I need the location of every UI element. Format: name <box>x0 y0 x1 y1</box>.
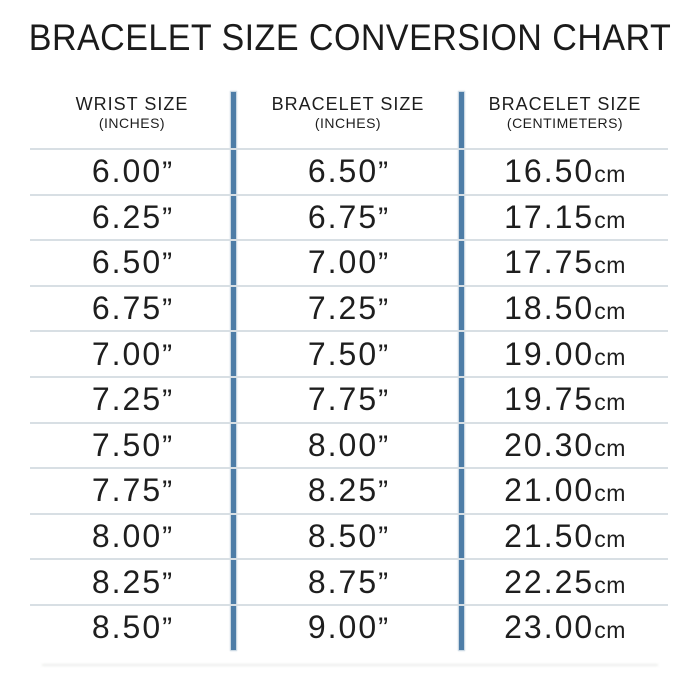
bracelet-size-inches-value: 8.50 <box>307 518 379 555</box>
cm-unit: cm <box>594 434 626 461</box>
bracelet-size-cm-cell <box>462 472 668 509</box>
table-row <box>30 194 668 240</box>
bracelet-size-cm-cell <box>462 381 668 418</box>
bracelet-size-inches-cell <box>234 564 462 601</box>
wrist-size-inches-cell <box>30 564 234 601</box>
wrist-size-inches-cell <box>30 199 234 236</box>
inch-mark: ” <box>162 201 173 235</box>
inch-mark: ” <box>162 384 173 418</box>
header-wrist-size-inches <box>30 90 234 131</box>
table-header-row <box>30 90 668 148</box>
bracelet-size-cm-value: 21.50 <box>504 518 595 555</box>
bracelet-size-cm-cell <box>462 336 668 373</box>
bracelet-size-cm-cell <box>462 609 668 646</box>
wrist-size-value: 6.50 <box>91 244 163 281</box>
inch-mark: ” <box>162 612 173 646</box>
header-sublabel: (INCHES) <box>98 115 166 131</box>
inch-mark: ” <box>378 247 389 281</box>
bracelet-size-inches-cell <box>234 381 462 418</box>
inch-mark: ” <box>378 612 389 646</box>
table-row <box>30 330 668 376</box>
wrist-size-inches-cell <box>30 244 234 281</box>
header-sublabel: (INCHES) <box>314 115 382 131</box>
wrist-size-inches-cell <box>30 336 234 373</box>
header-label: BRACELET SIZE <box>488 94 642 114</box>
bracelet-size-cm-cell <box>462 290 668 327</box>
table-row <box>30 376 668 422</box>
bracelet-size-cm-cell <box>462 518 668 555</box>
cm-unit: cm <box>594 526 626 553</box>
wrist-size-value: 7.00 <box>91 335 163 372</box>
wrist-size-value: 6.25 <box>91 198 163 235</box>
cm-unit: cm <box>594 480 626 507</box>
bracelet-size-inches-cell <box>234 427 462 464</box>
bracelet-size-cm-value: 23.00 <box>504 609 595 646</box>
wrist-size-value: 8.25 <box>91 563 163 600</box>
header-sublabel: (CENTIMETERS) <box>506 115 624 131</box>
wrist-size-value: 8.50 <box>91 609 163 646</box>
cm-unit: cm <box>594 161 626 188</box>
bracelet-size-inches-value: 7.00 <box>307 244 379 281</box>
bracelet-size-inches-cell <box>234 199 462 236</box>
bracelet-size-inches-value: 7.25 <box>307 290 379 327</box>
bracelet-size-inches-value: 7.50 <box>307 335 379 372</box>
bracelet-size-inches-cell <box>234 472 462 509</box>
wrist-size-inches-cell <box>30 427 234 464</box>
inch-mark: ” <box>378 566 389 600</box>
bracelet-size-cm-cell <box>462 153 668 190</box>
inch-mark: ” <box>378 156 389 190</box>
cm-unit: cm <box>594 206 626 233</box>
bracelet-size-cm-value: 22.25 <box>504 563 595 600</box>
wrist-size-value: 7.25 <box>91 381 163 418</box>
bottom-edge-line <box>42 664 658 666</box>
inch-mark: ” <box>162 475 173 509</box>
inch-mark: ” <box>378 429 389 463</box>
bracelet-size-cm-value: 19.00 <box>504 335 595 372</box>
bracelet-size-inches-value: 6.50 <box>307 153 379 190</box>
wrist-size-inches-cell <box>30 290 234 327</box>
bracelet-size-inches-cell <box>234 609 462 646</box>
bracelet-size-cm-value: 17.15 <box>504 198 595 235</box>
bracelet-size-cm-value: 21.00 <box>504 472 595 509</box>
wrist-size-value: 7.50 <box>91 426 163 463</box>
inch-mark: ” <box>378 521 389 555</box>
bracelet-size-inches-cell <box>234 336 462 373</box>
table-row <box>30 558 668 604</box>
wrist-size-inches-cell <box>30 153 234 190</box>
inch-mark: ” <box>378 293 389 327</box>
wrist-size-inches-cell <box>30 381 234 418</box>
bracelet-size-inches-value: 8.25 <box>307 472 379 509</box>
bracelet-size-inches-cell <box>234 153 462 190</box>
bracelet-size-inches-value: 8.00 <box>307 426 379 463</box>
bracelet-size-cm-value: 19.75 <box>504 381 595 418</box>
bracelet-size-inches-cell <box>234 518 462 555</box>
cm-unit: cm <box>594 389 626 416</box>
inch-mark: ” <box>162 566 173 600</box>
inch-mark: ” <box>162 429 173 463</box>
header-bracelet-size-centimeters <box>462 90 668 131</box>
inch-mark: ” <box>162 338 173 372</box>
inch-mark: ” <box>162 521 173 555</box>
table-row <box>30 239 668 285</box>
table-row <box>30 513 668 559</box>
inch-mark: ” <box>378 201 389 235</box>
inch-mark: ” <box>162 293 173 327</box>
wrist-size-value: 8.00 <box>91 518 163 555</box>
wrist-size-inches-cell <box>30 609 234 646</box>
bracelet-size-inches-value: 8.75 <box>307 563 379 600</box>
bracelet-size-cm-value: 20.30 <box>504 426 595 463</box>
wrist-size-value: 6.00 <box>91 153 163 190</box>
inch-mark: ” <box>378 338 389 372</box>
cm-unit: cm <box>594 343 626 370</box>
cm-unit: cm <box>594 298 626 325</box>
bracelet-size-cm-cell <box>462 199 668 236</box>
cm-unit: cm <box>594 617 626 644</box>
table-row <box>30 148 668 194</box>
inch-mark: ” <box>162 247 173 281</box>
bracelet-size-inches-value: 9.00 <box>307 609 379 646</box>
header-label: WRIST SIZE <box>75 94 189 114</box>
inch-mark: ” <box>162 156 173 190</box>
table-row <box>30 604 668 650</box>
bracelet-size-inches-cell <box>234 244 462 281</box>
conversion-table <box>30 90 668 650</box>
cm-unit: cm <box>594 252 626 279</box>
bracelet-size-inches-value: 7.75 <box>307 381 379 418</box>
cm-unit: cm <box>594 571 626 598</box>
wrist-size-value: 7.75 <box>91 472 163 509</box>
wrist-size-value: 6.75 <box>91 290 163 327</box>
table-row <box>30 467 668 513</box>
bracelet-size-inches-cell <box>234 290 462 327</box>
bracelet-size-inches-value: 6.75 <box>307 198 379 235</box>
table-row <box>30 422 668 468</box>
wrist-size-inches-cell <box>30 472 234 509</box>
table-row <box>30 285 668 331</box>
bracelet-size-cm-value: 16.50 <box>504 153 595 190</box>
header-label: BRACELET SIZE <box>271 94 425 114</box>
bracelet-size-cm-cell <box>462 427 668 464</box>
header-bracelet-size-inches <box>234 90 462 131</box>
bracelet-size-cm-cell <box>462 564 668 601</box>
page-title: BRACELET SIZE CONVERSION CHART <box>28 17 672 58</box>
inch-mark: ” <box>378 384 389 418</box>
bracelet-size-cm-cell <box>462 244 668 281</box>
inch-mark: ” <box>378 475 389 509</box>
bracelet-size-cm-value: 18.50 <box>504 290 595 327</box>
bracelet-size-cm-value: 17.75 <box>504 244 595 281</box>
wrist-size-inches-cell <box>30 518 234 555</box>
